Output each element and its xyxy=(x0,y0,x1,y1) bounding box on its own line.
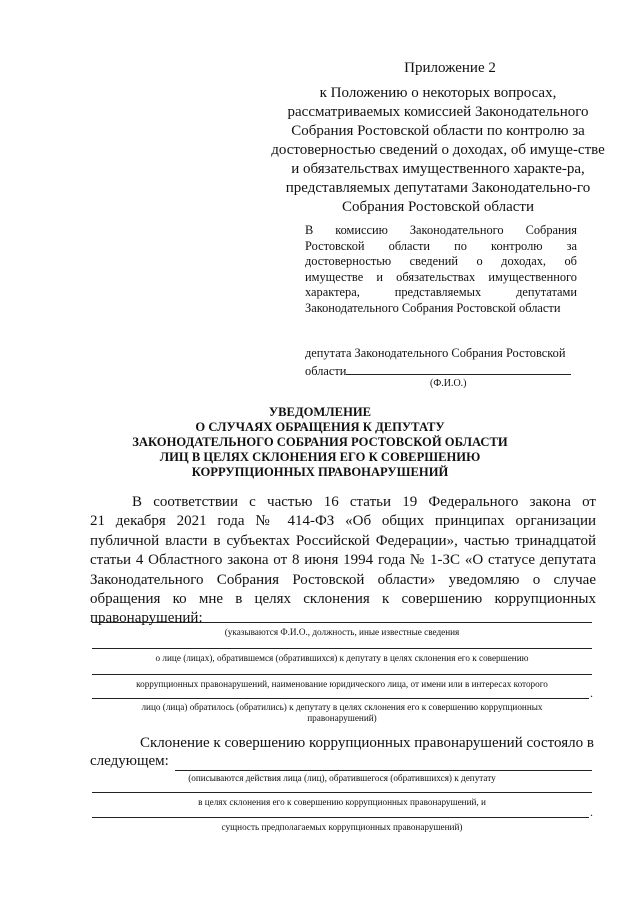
caption-3: коррупционных правонарушений, наименование юридического лица, от имени или в интересах которого xyxy=(136,679,548,689)
para2-line-2: следующем: xyxy=(90,753,169,769)
deputy-line-2 xyxy=(305,362,582,378)
caption-6: в целях склонения его к совершению коррупционных правонарушений, и xyxy=(198,797,486,807)
body-line: правонарушений: xyxy=(90,610,203,627)
appendix-reference: к Положению о некоторых вопросах, рассматриваемых комиссией Законодательного Собрания Ростовской области по контролю за достоверностью сведений о доходах, об имуще-стве и обязательствах имущественного характе-ра, представляемых депутатами Законодательно-го Собрания Ростовской области xyxy=(271,85,605,215)
body-line: 21 декабря 2021 года № 414-ФЗ «Об общих принципах организации xyxy=(90,513,596,530)
caption-4: лицо (лица) обратилось (обратились) к депутату в целях склонения его к совершению коррупционных xyxy=(141,702,543,712)
heading-line: ЛИЦ В ЦЕЛЯХ СКЛОНЕНИЯ ЕГО К СОВЕРШЕНИЮ xyxy=(159,450,481,464)
addressee-line: Ростовской области по контролю за xyxy=(305,238,577,253)
para2-line-1: Склонение к совершению коррупционных правонарушений состояло в xyxy=(140,735,594,751)
caption-5: (описываются действия лица (лиц), обратившегося (обратившихся) к депутату xyxy=(188,773,496,783)
addressee-line: Законодательного Собрания Ростовской области xyxy=(305,300,561,315)
appendix-title: Приложение 2 xyxy=(404,60,496,76)
fill-line-4[interactable] xyxy=(92,698,589,699)
fill-line-7[interactable] xyxy=(92,817,589,818)
line-end-dot: . xyxy=(590,805,593,819)
line-end-dot: . xyxy=(590,686,593,700)
addressee-line: характера, представляемых депутатами xyxy=(305,285,577,300)
caption-1: (указываются Ф.И.О., должность, иные известные сведения xyxy=(224,627,460,637)
fill-line-5[interactable] xyxy=(175,770,592,771)
caption-4-continued: правонарушений) xyxy=(307,713,377,723)
deputy-area-label: области xyxy=(305,363,347,378)
body-paragraph xyxy=(90,493,596,629)
caption-7: сущность предполагаемых коррупционных правонарушений) xyxy=(221,822,463,832)
notice-heading xyxy=(100,405,540,480)
addressee-line: имуществе и обязательствах имущественного xyxy=(305,269,577,284)
heading-line: УВЕДОМЛЕНИЕ xyxy=(268,405,372,419)
body-line: обращения ко мне в целях склонения к совершению коррупционных xyxy=(90,590,596,607)
caption-2: о лице (лицах), обратившемся (обратившихся) к депутату в целях склонения его к совершению xyxy=(155,653,529,663)
body-line: В соответствии с частью 16 статьи 19 Федерального закона от xyxy=(132,494,596,510)
addressee-block xyxy=(305,223,577,317)
fio-field[interactable] xyxy=(346,362,571,375)
body-line: Законодательного Собрания Ростовской области» уведомляю о случае xyxy=(90,571,596,588)
heading-line: КОРРУПЦИОННЫХ ПРАВОНАРУШЕНИЙ xyxy=(191,465,449,479)
fill-line-2[interactable] xyxy=(92,648,592,649)
fill-line-6[interactable] xyxy=(92,792,592,793)
deputy-block xyxy=(305,346,582,378)
fill-line-3[interactable] xyxy=(92,674,592,675)
body-line: публичной власти в субъектах Российской Федерации», частью тринадцатой xyxy=(90,532,596,549)
body-line: статьи 4 Областного закона от 8 июня 1994 года № 1-ЗС «О статусе депутата xyxy=(90,552,596,569)
addressee-line: В комиссию Законодательного Собрания xyxy=(305,223,577,237)
fio-caption: (Ф.И.О.) xyxy=(430,378,467,389)
heading-line: ЗАКОНОДАТЕЛЬНОГО СОБРАНИЯ РОСТОВСКОЙ ОБЛАСТИ xyxy=(132,435,508,449)
deputy-line-1: депутата Законодательного Собрания Ростовской xyxy=(305,346,566,360)
addressee-line: достоверностью сведений о доходах, об xyxy=(305,254,577,269)
fill-line-1[interactable] xyxy=(92,622,592,623)
heading-line: О СЛУЧАЯХ ОБРАЩЕНИЯ К ДЕПУТАТУ xyxy=(195,420,445,434)
